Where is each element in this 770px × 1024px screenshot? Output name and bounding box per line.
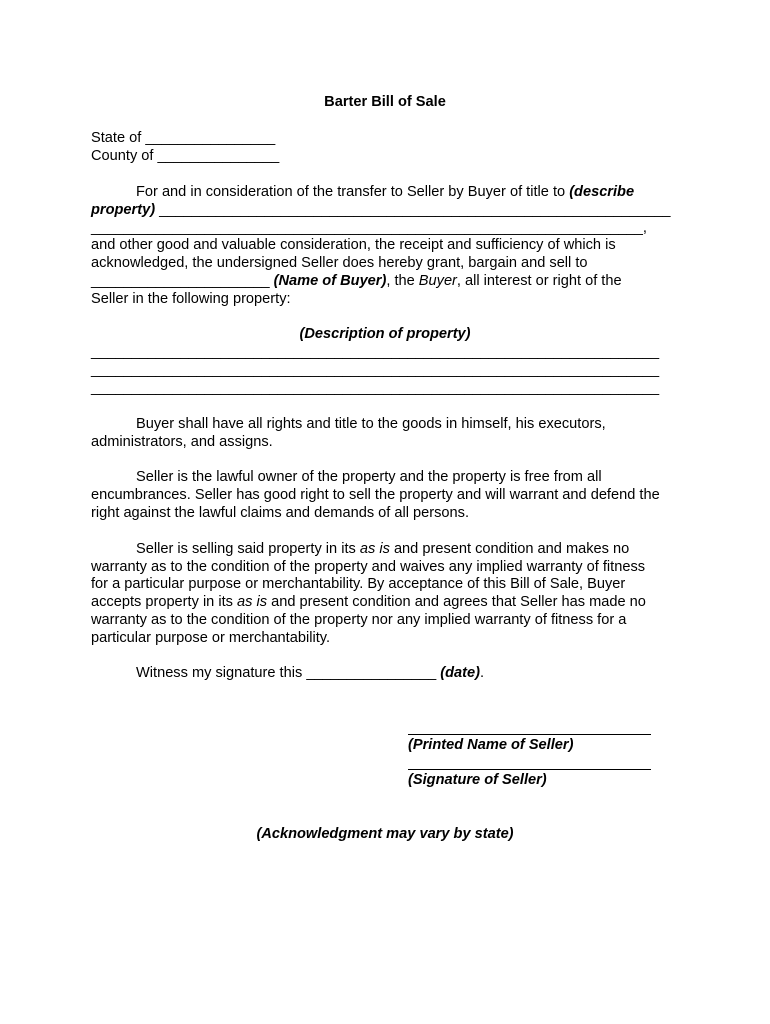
state-blank: ________________	[145, 130, 276, 146]
signature-line	[408, 769, 651, 770]
para1-line5: acknowledged, the undersigned Seller does hereby grant, bargain and sell to	[91, 255, 588, 271]
witness-text: Witness my signature this	[136, 665, 307, 681]
para3-line1: Seller is the lawful owner of the property and the property is free from all	[136, 469, 602, 485]
para4-line3: for a particular purpose or merchantability. By acceptance of this Bill of Sale, Buyer	[91, 576, 626, 592]
county-line	[91, 147, 279, 165]
witness-line	[136, 664, 484, 682]
para1-text: , the	[386, 273, 419, 289]
printed-name-label: (Printed Name of Seller)	[408, 737, 574, 753]
para4-text: and present condition and makes no	[389, 541, 630, 557]
para1-line1	[136, 183, 634, 201]
acknowledgment-note: (Acknowledgment may vary by state)	[256, 826, 514, 842]
buyer-name-blank: ______________________	[91, 273, 274, 289]
state-line	[91, 129, 275, 147]
para4-line2: warranty as to the condition of the property and waives any implied warranty of fitness	[91, 559, 646, 575]
property-blank: _______________________________________________________________	[155, 202, 671, 218]
printed-name-signature-line	[408, 734, 651, 735]
para1-text: For and in consideration of the transfer to Seller by Buyer of title to	[136, 184, 570, 200]
date-blank: ________________	[306, 665, 441, 681]
para1-text: , all interest or right of the	[456, 273, 622, 289]
description-line: ______________________________________________________________________	[91, 380, 660, 396]
county-label: County of	[91, 148, 154, 164]
para4-line6: particular purpose or merchantability.	[91, 630, 331, 646]
para1-line3: ____________________________________________________________________,	[91, 220, 647, 236]
description-line: ______________________________________________________________________	[91, 362, 660, 378]
signature-label: (Signature of Seller)	[408, 772, 547, 788]
para3-line2: encumbrances. Seller has good right to sell the property and will warrant and defend the	[91, 487, 660, 503]
para2-line2: administrators, and assigns.	[91, 434, 273, 450]
para1-line6	[91, 272, 622, 290]
para3-line3: right against the lawful claims and demands of all persons.	[91, 505, 470, 521]
para1-line4: and other good and valuable consideration, the receipt and sufficiency of which is	[91, 237, 616, 253]
county-blank: _______________	[157, 148, 280, 164]
para1-line7: Seller in the following property:	[91, 291, 291, 307]
para4-text: accepts property in its	[91, 594, 238, 610]
document-title: Barter Bill of Sale	[324, 94, 446, 110]
as-is-term: as is	[359, 541, 390, 557]
description-line: ______________________________________________________________________	[91, 344, 660, 360]
date-label: (date)	[440, 665, 480, 681]
para4-text: and present condition and agrees that Seller has made no	[267, 594, 646, 610]
para1-line2	[91, 201, 670, 219]
para4-line1	[136, 540, 629, 558]
describe-label: (describe	[569, 184, 635, 200]
para4-line4	[91, 593, 646, 611]
as-is-term: as is	[237, 594, 268, 610]
property-label: property)	[91, 202, 156, 218]
para2-line1: Buyer shall have all rights and title to the goods in himself, his executors,	[136, 416, 606, 432]
state-label: State of	[91, 130, 142, 146]
buyer-term: Buyer	[418, 273, 457, 289]
para4-text: Seller is selling said property in its	[136, 541, 360, 557]
name-of-buyer-label: (Name of Buyer)	[273, 273, 387, 289]
para4-line5: warranty as to the condition of the property nor any implied warranty of fitness for a	[91, 612, 627, 628]
description-heading: (Description of property)	[299, 326, 471, 342]
witness-period: .	[479, 665, 485, 681]
